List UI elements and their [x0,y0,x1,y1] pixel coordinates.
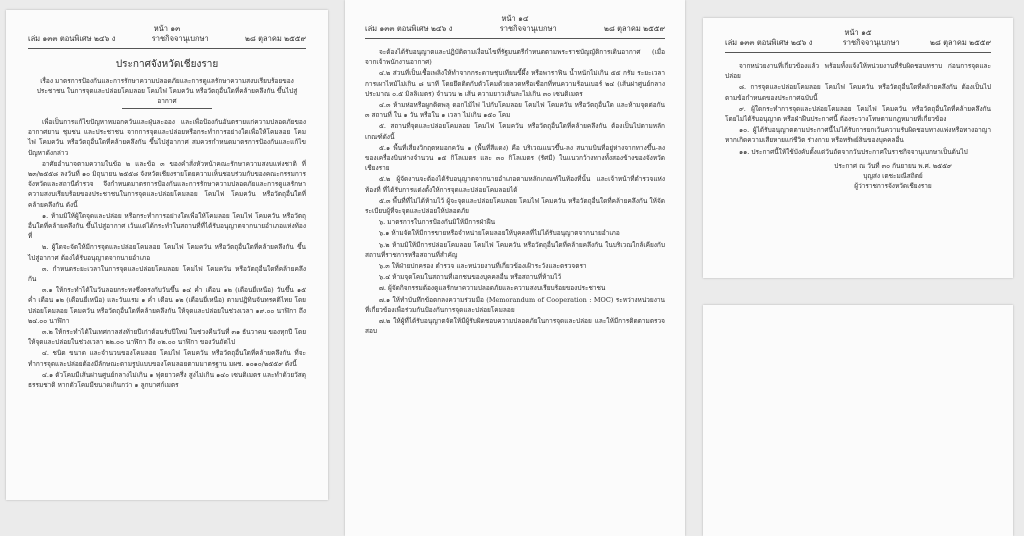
page-header [28,24,306,44]
issue-date: ๒๘ ตุลาคม ๒๕๕๙ [245,34,306,43]
signer-name: บุญส่ง เตชะมณีสถิตย์ [863,172,923,181]
paragraph: ๓. กำหนดระยะเวลาในการจุดและปล่อยโคมลอย โคมไฟ โคมควัน หรือวัตถุอื่นใดที่คล้ายคลึงกัน [28,264,306,284]
header-rule [28,48,306,49]
paragraph: ๔.๒ ส่วนที่เป็นเชื้อเพลิงให้ทำจากกระดาษชุบเทียนขี้ผึ้ง หรือพาราฟิน น้ำหนักไม่เกิน ๕๕ กรัม ระยะเวลาการเผาไหม้ไม่เกิน ๘ นาที โดยยึดติดกับตัวโคมด้วยลวดหรือเชือกที่ทนความร้อนเบอร์ ๒๔ (เส้นผ่าศูนย์กลางประมาณ ๐.๕ มิลลิเมตร) จำนวน ๒ เส้น ความยาวเส้นละไม่เกิน ๓๐ เซนติเมตร [365,69,665,98]
paragraph: ๕.๓ พื้นที่ที่ไม่ได้ห้ามไว้ ผู้จะจุดและปล่อยโคมลอย โคมไฟ โคมควัน หรือวัตถุอื่นใดที่คล้ายคลึงกัน ให้จัดระเบียบผู้ที่จะจุดและปล่อยให้ปลอดภัย [365,196,665,216]
volume-label: เล่ม ๑๓๓ ตอนพิเศษ ๒๔๖ ง [365,24,453,33]
paragraph: ๕. สถานที่จุดและปล่อยโคมลอย โคมไฟ โคมควัน หรือวัตถุอื่นใดที่คล้ายคลึงกัน ต้องเป็นไปตามหลักเกณฑ์ดังนี้ [365,122,665,141]
paragraph: ๕.๑ พื้นที่เสี่ยงวิกฤตหมอกควัน ๑ (พื้นที่สีแดง) คือ บริเวณแนวขึ้น-ลง สนามบินที่อยู่ห่างจากทางขึ้น-ลงของเครื่องบินห่างจำนวน ๑๕ กิโลเมตร และ ๓๐ กิโลเมตร (รัศมี) ในแนวกว้างทางทั้งสองข้างของจังหวัดเชียงราย [365,143,665,173]
paragraph: ๓.๑ ให้กระทำได้ในวันลอยกระทงซึ่งตรงกับวันขึ้น ๑๔ ค่ำ เดือน ๑๒ (เดือนยี่เหนือ) วันขึ้น ๑๕ ค่ำ เดือน ๑๒ (เดือนยี่เหนือ) และวันแรม ๑ ค่ำ เดือน ๑๒ (เดือนยี่เหนือ) ตามปฏิทินจันทรคติไทย โดยปล่อยโคมลอย โคมควัน หรือวัตถุอื่นใดที่คล้ายคลึงกัน ให้จุดและปล่อยในช่วงเวลา ๑๙.๐๐ นาฬิกา ถึง ๒๔.๐๐ นาฬิกา [28,286,306,325]
header-rule [725,52,991,53]
paragraph: ๑๑. ประกาศนี้ให้ใช้บังคับตั้งแต่วันถัดจากวันประกาศในราชกิจจานุเบกษาเป็นต้นไป [739,147,968,156]
paragraph: ๘. การจุดและปล่อยโคมลอย โคมไฟ โคมควัน หรือวัตถุอื่นใดที่คล้ายคลึงกัน ต้องเป็นไปตามข้อกำหนดของประกาศฉบับนี้ [725,83,991,102]
page-number: หน้า ๑๕ [844,28,872,37]
volume-label: เล่ม ๑๓๓ ตอนพิเศษ ๒๔๖ ง [725,38,813,47]
paragraph: ๒. ผู้ใดจะจัดให้มีการจุดและปล่อยโคมลอย โคมไฟ โคมควัน หรือวัตถุอื่นใดที่คล้ายคลึงกัน ขึ้นไปสู่อากาศ ต้องได้รับอนุญาตจากนายอำเภอ [28,243,306,262]
document-page-14 [345,0,685,536]
paragraph: ๔. ชนิด ขนาด และจำนวนของโคมลอย โคมไฟ โคมควัน หรือวัตถุอื่นใดที่คล้ายคลึงกัน ที่จะทำการจุดและปล่อยต้องมีลักษณะตามรูปแบบของโคมลอยตามมาตรฐาน มผช. ๑๐๑๐/๒๕๕๙ ดังนี้ [28,349,306,368]
document-page-13 [6,10,328,500]
page-number: หน้า ๑๔ [501,14,529,23]
paragraph: ๑. ห้ามมิให้ผู้ใดจุดและปล่อย หรือกระทำการอย่างใดเพื่อให้โคมลอย โคมไฟ โคมควัน หรือวัตถุอื่นใดที่คล้ายคลึงกัน ขึ้นไปสู่อากาศ เว้นแต่ได้กระทำในสถานที่ที่ได้รับอนุญาตจากนายอำเภอแห่งท้องที่ [28,211,306,241]
signer-title: ผู้ว่าราชการจังหวัดเชียงราย [854,182,932,191]
paragraph: ๗.๒ ให้ผู้ที่ได้รับอนุญาตจัดให้มีผู้รับผิดชอบความปลอดภัยในการจุดและปล่อย และให้มีการติดตามตรวจสอบ [365,317,665,336]
paragraph: ๔.๑ ตัวโคมมีเส้นผ่านศูนย์กลางไม่เกิน ๑ ฟุตยาวครึ่ง สูงไม่เกิน ๑๔๐ เซนติเมตร และทำด้วยวัสดุธรรมชาติ หากตัวโคมมีขนาดเกินกว่า ๑ ลูกบาศก์เมตร [28,370,306,390]
signature-block [795,161,991,192]
announcement-subject: เรื่อง มาตรการป้องกันและการรักษาความปลอดภัยและการดูแลรักษาความสงบเรียบร้อยของประชาชน ในการจุดและปล่อยโคมลอย โคมไฟ โคมควัน หรือวัตถุอื่นใดที่คล้ายคลึงกัน ขึ้นไปสู่อากาศ [36,77,298,105]
paragraph: ๖.๒ ห้ามมิให้มีการปล่อยโคมลอย โคมไฟ โคมควัน หรือวัตถุอื่นใดที่คล้ายคลึงกัน ในบริเวณใกล้เคียงกับสถานที่ราชการหรือสถานที่สำคัญ [365,240,665,259]
volume-label: เล่ม ๑๓๓ ตอนพิเศษ ๒๔๖ ง [28,34,116,43]
gazette-name: ราชกิจจานุเบกษา [499,24,557,33]
paragraph: จากหน่วยงานที่เกี่ยวข้องแล้ว พร้อมทั้งแจ้งให้หน่วยงานที่รับผิดชอบทราบ ก่อนการจุดและปล่อย [725,62,991,81]
paragraph: ๖.๑ ห้ามจัดให้มีการขายหรือจำหน่ายโคมลอยให้บุคคลที่ไม่ได้รับอนุญาตจากนายอำเภอ [379,229,620,238]
gazette-name: ราชกิจจานุเบกษา [151,34,209,43]
announcement-title: ประกาศจังหวัดเชียงราย [115,59,219,70]
paragraph: ๑๐. ผู้ได้รับอนุญาตตามประกาศนี้ไม่ได้รับการยกเว้นความรับผิดชอบทางแพ่งหรือทางอาญา หากเกิดความเสียหายแก่ชีวิต ร่างกาย หรือทรัพย์สินของบุคคลอื่น [725,126,991,145]
paragraph: ๔.๓ ห้ามห่อหรือผูกติดพลุ ดอกไม้ไฟ ไปกับโคมลอย โคมไฟ โคมควัน หรือวัตถุอื่นใด และห้ามจุดต่อกัน ๓ สถานที่ ใน ๑ วัน หรือใน ๑ เวลา ไม่เกิน ๑๕๐ โคม [365,101,665,120]
paragraph: ๗.๑ ให้ทำบันทึกข้อตกลงความร่วมมือ (Memorandum of Cooperation : MOC) ระหว่างหน่วยงานที่เกี่ยวข้องเพื่อร่วมกันป้องกันการจุดและปล่อยโคมลอย [365,295,665,314]
paragraph: ๕.๒ ผู้จัดงานจะต้องได้รับอนุญาตจากนายอำเภอตามหลักเกณฑ์ในท้องที่นั้น และเจ้าหน้าที่ตำรวจแห่งท้องที่ ที่ได้รับการแต่งตั้งให้การจุดและปล่อยโคมลอยได้ [365,175,665,194]
paragraph: ๙. ผู้ใดกระทำการจุดและปล่อยโคมลอย โคมไฟ โคมควัน หรือวัตถุอื่นใดที่คล้ายคลึงกัน โดยไม่ได้รับอนุญาต หรือฝ่าฝืนประกาศนี้ ต้องระวางโทษตามกฎหมายที่เกี่ยวข้อง [725,104,991,124]
issued-date: ประกาศ ณ วันที่ ๓๐ กันยายน พ.ศ. ๒๕๕๙ [834,161,952,170]
paragraph: ๓.๒ ให้กระทำได้ในเทศกาลส่งท้ายปีเก่าต้อนรับปีใหม่ ในช่วงคืนวันที่ ๓๑ ธันวาคม ของทุกปี โดยให้จุดและปล่อยในช่วงเวลา ๒๒.๐๐ นาฬิกา ถึง ๐๒.๐๐ นาฬิกา ของวันถัดไป [28,328,307,347]
page-header [725,28,991,48]
page-header [365,14,665,34]
paragraph: ๖. มาตรการในการป้องกันมิให้มีการฝ่าฝืน [379,218,496,227]
paragraph: อาศัยอำนาจตามความในข้อ ๒ และข้อ ๓ ของคำสั่งหัวหน้าคณะรักษาความสงบแห่งชาติ ที่ ๒๓/๒๕๕๘ ลงวันที่ ๑๐ มิถุนายน ๒๕๕๘ จังหวัดเชียงรายโดยความเห็นชอบร่วมกับของคณะกรรมการจังหวัดและสถานีตำรวจ จึงกำหนดมาตรการป้องกันและการรักษาความปลอดภัยและการดูแลรักษาความสงบเรียบร้อยของประชาชนในการจุดและปล่อยโคมลอย โคมไฟ โคมควัน หรือวัตถุอื่นใดที่คล้ายคลึงกัน ดังนี้ [28,159,306,209]
page-number: หน้า ๑๓ [153,24,181,33]
paragraph: จะต้องได้รับอนุญาตและปฏิบัติตามเงื่อนไขที่รัฐมนตรีกำหนดตามพระราชบัญญัติการเดินอากาศ (เมื่อจากเจ้าพนักงานอากาศ) [365,48,665,67]
paragraph: ๗. ผู้จัดกิจกรรมต้องดูแลรักษาความปลอดภัยและความสงบเรียบร้อยของประชาชน [379,284,606,293]
gazette-name: ราชกิจจานุเบกษา [842,38,900,47]
issue-date: ๒๘ ตุลาคม ๒๕๕๙ [930,38,991,47]
paragraph: เพื่อเป็นการแก้ไขปัญหาหมอกควันและฝุ่นละออง และเพื่อป้องกันอันตรายแก่ความปลอดภัยของอากาศยาน ชุมชน และประชาชน จากการจุดและปล่อยหรือกระทำการอย่างใดเพื่อให้โคมลอย โคมไฟ โคมควัน หรือวัตถุอื่นใดที่คล้ายคลึงกัน ขึ้นไปสู่อากาศ สมควรกำหนดมาตรการป้องกันและแก้ไขปัญหาดังกล่าว [28,118,306,157]
blank-page [703,305,1013,536]
issue-date: ๒๘ ตุลาคม ๒๕๕๙ [604,24,665,33]
document-page-15 [703,18,1013,278]
title-separator [122,108,212,109]
paragraph: ๖.๓ ให้ฝ่ายปกครอง ตำรวจ และหน่วยงานที่เกี่ยวข้องเฝ้าระวังและตรวจตรา [379,262,587,271]
header-rule [365,38,665,39]
paragraph: ๖.๔ ห้ามจุดโคมในสถานที่เอกชนของบุคคลอื่น หรือสถานที่ห้ามไว้ [379,273,562,282]
